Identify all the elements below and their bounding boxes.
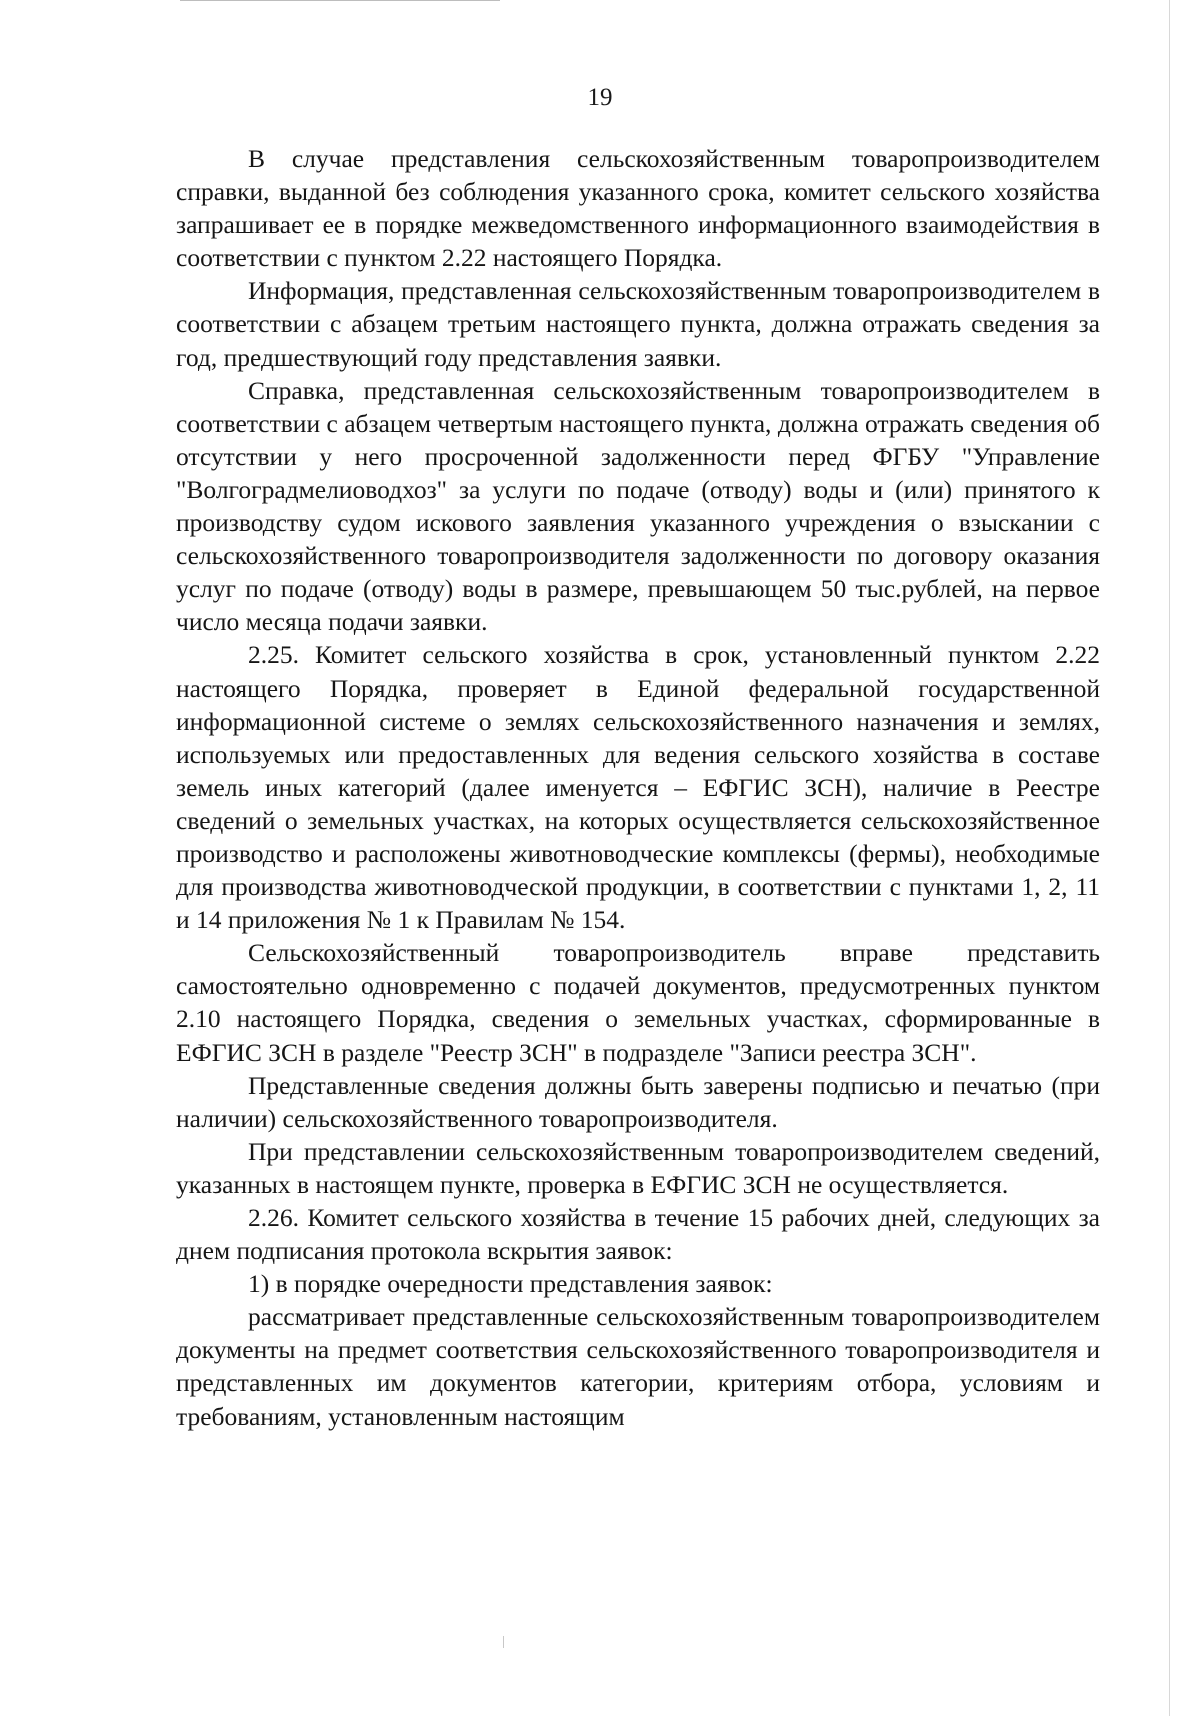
- scan-artifact: [503, 1636, 504, 1648]
- scan-edge-line: [180, 0, 500, 1]
- paragraph-information-period: Информация, представленная сельскохозяйственным товаропроизводителем в соответствии с абзацем третьим настоящего пункта, должна отражать сведения за год, предшествующий году представления заявки.: [176, 276, 1100, 372]
- scan-right-edge: [1169, 0, 1170, 1716]
- paragraph-review-documents: рассматривает представленные сельскохозяйственным товаропроизводителем документы на предмет соответствия сельскохозяйственного товаропроизводителя и представленных им документов категории, критериям отбора, условиям и требованиям, установленным настоящим: [176, 1302, 1100, 1431]
- paragraph-debt-certificate: Справка, представленная сельскохозяйственным товаропроизводителем в соответствии с абзацем четвертым настоящего пункта, должна отражать сведения об отсутствии у него просроченной задолженности перед ФГБУ "Управление "Волгоградмелиоводхоз" за услуги по подаче (отводу) воды и (или) принятого к производству судом искового заявления указанного учреждения о взыскании с сельскохозяйственного товаропроизводителя задолженности по договору оказания услуг по подаче (отводу) воды в размере, превышающем 50 тыс.рублей, на первое число месяца подачи заявки.: [176, 375, 1100, 637]
- paragraph-certification: Представленные сведения должны быть заверены подписью и печатью (при наличии) сельскохозяйственного товаропроизводителя.: [176, 1070, 1100, 1133]
- paragraph-no-verification: При представлении сельскохозяйственным товаропроизводителем сведений, указанных в настоящем пункте, проверка в ЕФГИС ЗСН не осуществляется.: [176, 1136, 1100, 1199]
- page-number: 19: [587, 84, 613, 111]
- paragraph-clause-2-26: 2.26. Комитет сельского хозяйства в течение 15 рабочих дней, следующих за днем подписания протокола вскрытия заявок:: [176, 1203, 1100, 1266]
- document-body: [176, 142, 1100, 1433]
- paragraph-item-1: 1) в порядке очередности представления заявок:: [248, 1269, 773, 1299]
- paragraph-clause-2-25: 2.25. Комитет сельского хозяйства в срок, установленный пунктом 2.22 настоящего Порядка, проверяет в Единой федеральной государственной информационной системе о землях сельскохозяйственного назначения и землях, используемых или предоставленных для ведения сельского хозяйства в составе земель иных категорий (далее именуется – ЕФГИС ЗСН), наличие в Реестре сведений о земельных участках, на которых осуществляется сельскохозяйственное производство и расположены животноводческие комплексы (фермы), необходимые для производства животноводческой продукции, в соответствии с пунктами 1, 2, 11 и 14 приложения № 1 к Правилам № 154.: [176, 640, 1100, 935]
- paragraph-late-certificate: В случае представления сельскохозяйственным товаропроизводителем справки, выданной без соблюдения указанного срока, комитет сельского хозяйства запрашивает ее в порядке межведомственного информационного взаимодействия в соответствии с пунктом 2.22 настоящего Порядка.: [176, 144, 1100, 273]
- paragraph-land-information: Сельскохозяйственный товаропроизводитель вправе представить самостоятельно одновременно с подачей документов, предусмотренных пунктом 2.10 настоящего Порядка, сведения о земельных участках, сформированные в ЕФГИС ЗСН в разделе "Реестр ЗСН" в подразделе "Записи реестра ЗСН".: [176, 938, 1100, 1067]
